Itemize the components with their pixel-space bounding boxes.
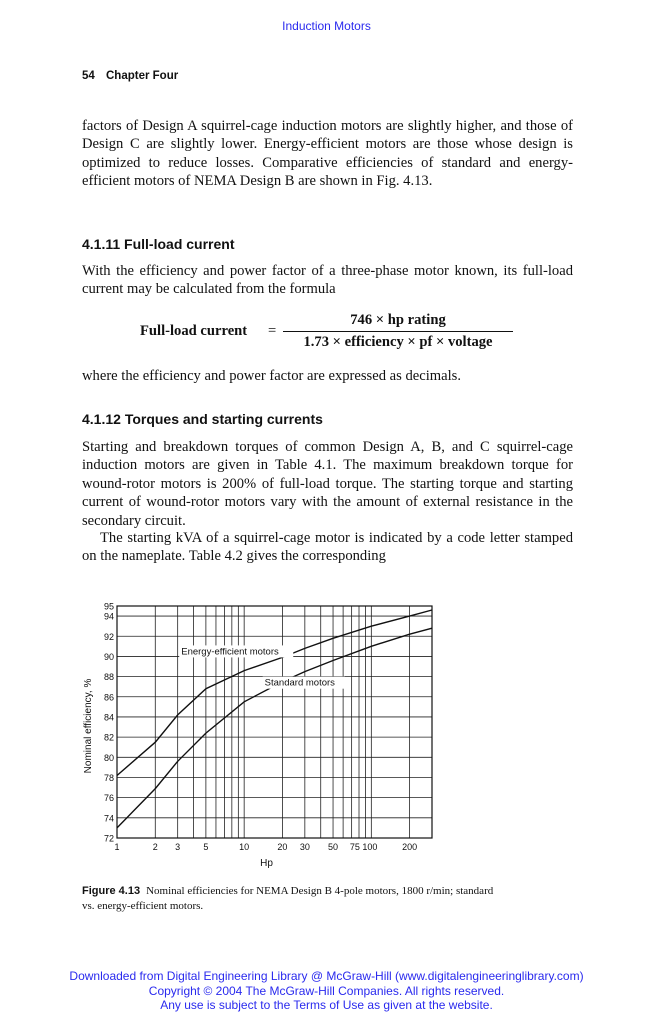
x-tick-label: 1 bbox=[114, 842, 120, 852]
y-tick-label: 74 bbox=[103, 813, 114, 824]
y-tick-label: 80 bbox=[103, 752, 114, 763]
efficiency-chart bbox=[70, 596, 450, 876]
x-tick-label: 10 bbox=[239, 842, 250, 852]
chart-grid bbox=[117, 606, 432, 838]
x-tick-label: 200 bbox=[402, 842, 418, 852]
header-title[interactable]: Induction Motors bbox=[282, 19, 371, 33]
section1-after: where the efficiency and power factor are expressed as decimals. bbox=[82, 368, 461, 384]
y-tick-label: 90 bbox=[103, 651, 114, 662]
energy-efficient-curve bbox=[117, 610, 432, 776]
section-heading-full-load-current: 4.1.11 Full-load current bbox=[82, 236, 235, 252]
footer-line-2: Copyright © 2004 The McGraw-Hill Companies. All rights reserved. bbox=[148, 983, 505, 998]
y-tick-label: 84 bbox=[103, 712, 114, 723]
y-tick-label: 86 bbox=[103, 692, 114, 703]
figure-caption bbox=[82, 884, 502, 914]
section-heading-torques: 4.1.12 Torques and starting currents bbox=[82, 411, 323, 427]
x-tick-label: 2 bbox=[152, 842, 158, 852]
chart-labels bbox=[83, 602, 417, 870]
page-number: 54 bbox=[82, 70, 95, 82]
y-tick-label: 78 bbox=[103, 772, 114, 783]
y-tick-label: 82 bbox=[103, 732, 114, 743]
footer bbox=[0, 969, 653, 1013]
y-tick-label: 95 bbox=[103, 601, 114, 612]
x-tick-label: 5 bbox=[203, 842, 209, 852]
footer-line-1[interactable]: Downloaded from Digital Engineering Library @ McGraw-Hill (www.digitalengineeringlibrary.com) bbox=[69, 969, 584, 983]
equation-lhs: Full-load current bbox=[140, 323, 248, 339]
equation-numerator: 746 × hp rating bbox=[350, 312, 446, 328]
equation-fraction-bar bbox=[283, 331, 513, 332]
y-tick-label: 94 bbox=[103, 611, 114, 622]
chart-axes bbox=[117, 606, 432, 838]
section2-para1: Starting and breakdown torques of common Design A, B, and C squirrel-cage induction motors are given in Table 4.1. The maximum breakdown torque for wound-rotor motors is 200% of full-load torque. The starting torque and starting current of wound-rotor motors vary with the amount of external resistance in the secondary circuit. bbox=[82, 439, 573, 529]
x-tick-label: 3 bbox=[175, 842, 181, 852]
y-tick-label: 72 bbox=[103, 833, 114, 844]
plot-frame bbox=[117, 606, 432, 838]
section1-intro: With the efficiency and power factor of a three-phase motor known, its full-load current may be calculated from the formula bbox=[82, 263, 573, 298]
chart-series bbox=[117, 610, 432, 828]
figure-label: Figure 4.13 bbox=[82, 885, 141, 897]
x-tick-label: 20 bbox=[277, 842, 288, 852]
x-axis-title: Hp bbox=[260, 858, 273, 869]
annotation-energy-efficient: Energy-efficient motors bbox=[181, 646, 279, 658]
y-axis-title: Nominal efficiency, % bbox=[83, 678, 94, 774]
chapter-title: Chapter Four bbox=[106, 70, 179, 82]
x-tick-label: 75 100 bbox=[349, 842, 378, 852]
x-tick-label: 50 bbox=[328, 842, 339, 852]
equation-equals: = bbox=[268, 323, 277, 339]
x-tick-label: 30 bbox=[299, 842, 310, 852]
annotation-standard: Standard motors bbox=[264, 677, 335, 689]
y-tick-label: 76 bbox=[103, 793, 114, 804]
y-tick-label: 92 bbox=[103, 631, 114, 642]
footer-line-3: Any use is subject to the Terms of Use as given at the website. bbox=[160, 998, 493, 1012]
running-head bbox=[82, 70, 178, 82]
body-paragraph-1: factors of Design A squirrel-cage induction motors are slightly higher, and those of Design C are slightly lower. Energy-efficient motors are those whose design is optimized to reduce losses. Comparative efficiencies of standard and energy-efficient motors of NEMA Design B are shown in Fig. 4.13. bbox=[82, 118, 573, 190]
equation-denominator: 1.73 × efficiency × pf × voltage bbox=[303, 334, 493, 350]
section2-para2: The starting kVA of a squirrel-cage motor is indicated by a code letter stamped on the nameplate. Table 4.2 gives the corresponding bbox=[82, 530, 573, 565]
figure-caption-text: Nominal efficiencies for NEMA Design B 4-pole motors, 1800 r/min; standard vs. energy-efficient motors. bbox=[82, 885, 494, 912]
y-tick-label: 88 bbox=[103, 672, 114, 683]
